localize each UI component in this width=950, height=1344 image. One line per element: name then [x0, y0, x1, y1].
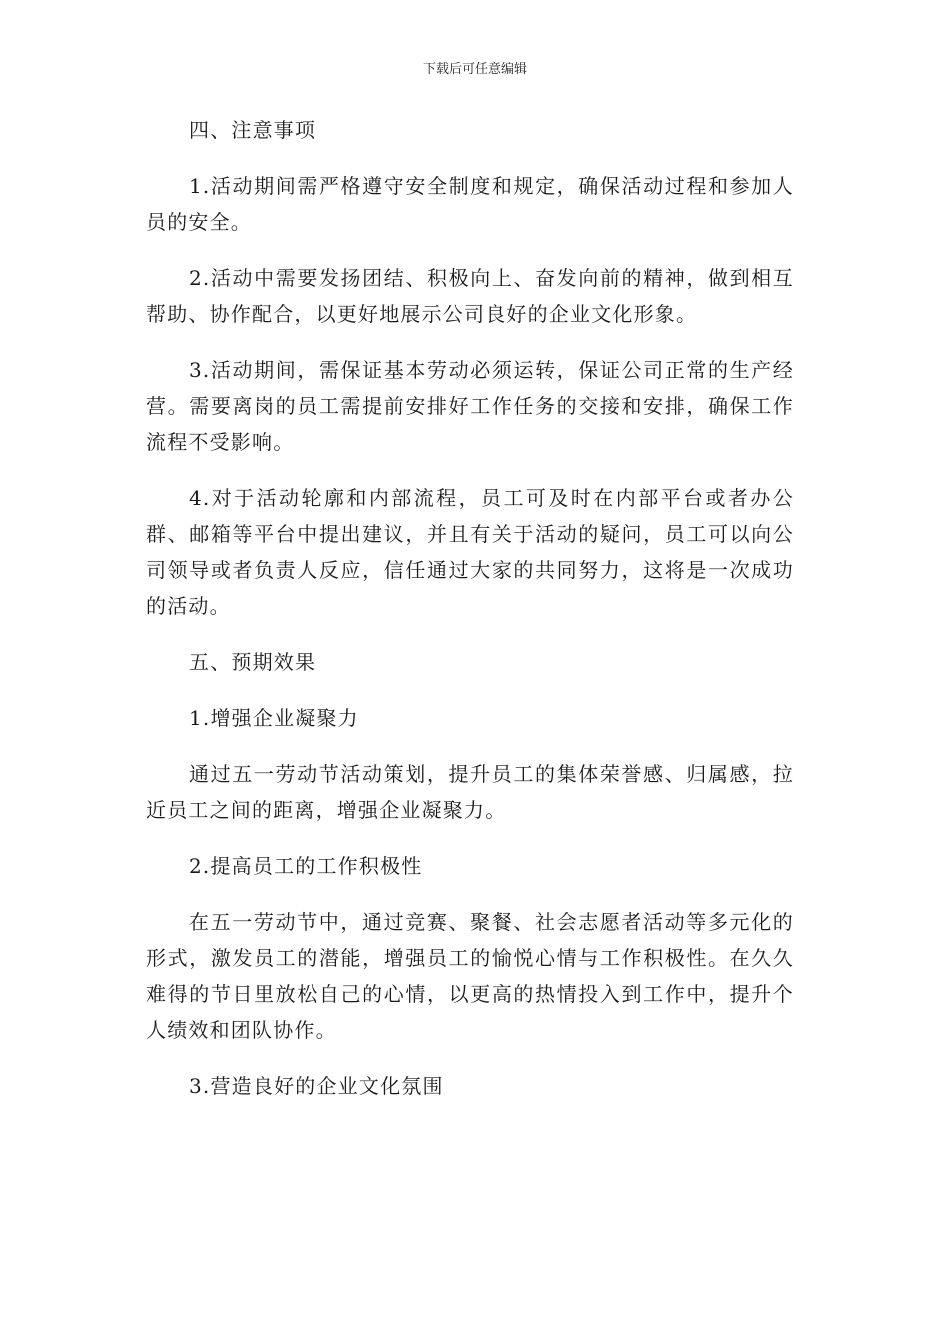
paragraph: 2.活动中需要发扬团结、积极向上、奋发向前的精神，做到相互帮助、协作配合，以更好地展示公司良好的企业文化形象。	[146, 266, 794, 326]
subheading: 1.增强企业凝聚力	[189, 706, 359, 730]
document-body	[146, 112, 794, 1124]
paragraph: 1.活动期间需严格遵守安全制度和规定，确保活动过程和参加人员的安全。	[146, 174, 794, 234]
paragraph: 通过五一劳动节活动策划，提升员工的集体荣誉感、归属感，拉近员工之间的距离，增强企业凝聚力。	[146, 762, 794, 822]
subheading: 3.营造良好的企业文化氛围	[189, 1074, 444, 1098]
paragraph: 3.活动期间，需保证基本劳动必须运转，保证公司正常的生产经营。需要离岗的员工需提前安排好工作任务的交接和安排，确保工作流程不受影响。	[146, 358, 794, 454]
section-heading-precautions: 四、注意事项	[189, 118, 317, 142]
section-heading-expected-effects: 五、预期效果	[189, 650, 317, 674]
paragraph: 在五一劳动节中，通过竞赛、聚餐、社会志愿者活动等多元化的形式，激发员工的潜能，增强员工的愉悦心情与工作积极性。在久久难得的节日里放松自己的心情，以更高的热情投入到工作中，提升个人绩效和团队协作。	[146, 910, 794, 1042]
subheading: 2.提高员工的工作积极性	[189, 854, 423, 878]
paragraph: 4.对于活动轮廓和内部流程，员工可及时在内部平台或者办公群、邮箱等平台中提出建议，并且有关于活动的疑问，员工可以向公司领导或者负责人反应，信任通过大家的共同努力，这将是一次成功的活动。	[146, 486, 794, 618]
page-header: 下载后可任意编辑	[422, 62, 527, 77]
